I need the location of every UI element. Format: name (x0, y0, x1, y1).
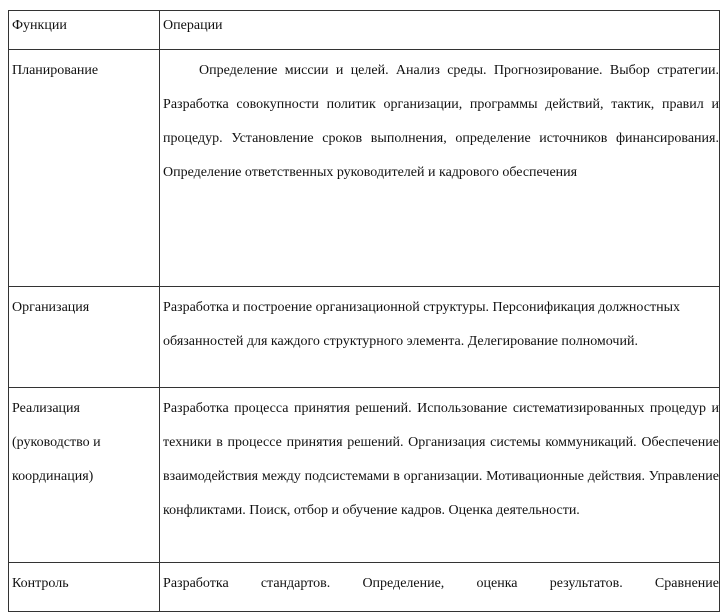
table-header-row (9, 11, 720, 50)
function-cell (9, 563, 160, 612)
table-row (9, 50, 720, 287)
table-row (9, 287, 720, 388)
function-name: Организация (12, 300, 90, 315)
function-cell (9, 50, 160, 287)
operations-cell (160, 563, 720, 612)
operations-text: Разработка процесса принятия решений. Использование систематизированных процедур и техники в процессе принятия решений. Организация системы коммуникаций. Обеспечение взаимодействия между подсистемами в организации. Мотивационные действия. Управление конфликтами. Поиск, отбор и обучение кадров. Оценка деятельности. (163, 401, 719, 518)
operations-text: Определение миссии и целей. Анализ среды. Прогнозирование. Выбор стратегии. Разработка совокупности политик организации, программы действий, тактик, правил и процедур. Установление сроков выполнения, определение источников финансирования. Определение ответственных руководителей и кадрового обеспечения (163, 63, 719, 180)
function-name: Контроль (12, 576, 69, 591)
functions-operations-table (8, 10, 720, 612)
function-name (12, 392, 157, 494)
header-functions: Функции (9, 11, 160, 50)
function-cell (9, 388, 160, 563)
operations-cell (160, 287, 720, 388)
table-row (9, 563, 720, 612)
function-cell (9, 287, 160, 388)
operations-cell (160, 50, 720, 287)
operations-text: Разработка и построение организационной структуры. Персонификация должностных обязанностей для каждого структурного элемента. Делегирование полномочий. (163, 300, 680, 349)
function-name-line: Реализация (12, 401, 80, 416)
header-operations: Операции (160, 11, 720, 50)
table-row (9, 388, 720, 563)
function-name: Планирование (12, 63, 99, 78)
operations-text: Разработка стандартов. Определение, оценка результатов. Сравнение (163, 576, 719, 591)
operations-cell (160, 388, 720, 563)
function-name-line: координация) (12, 469, 94, 484)
function-name-line: (руководство и (12, 435, 101, 450)
